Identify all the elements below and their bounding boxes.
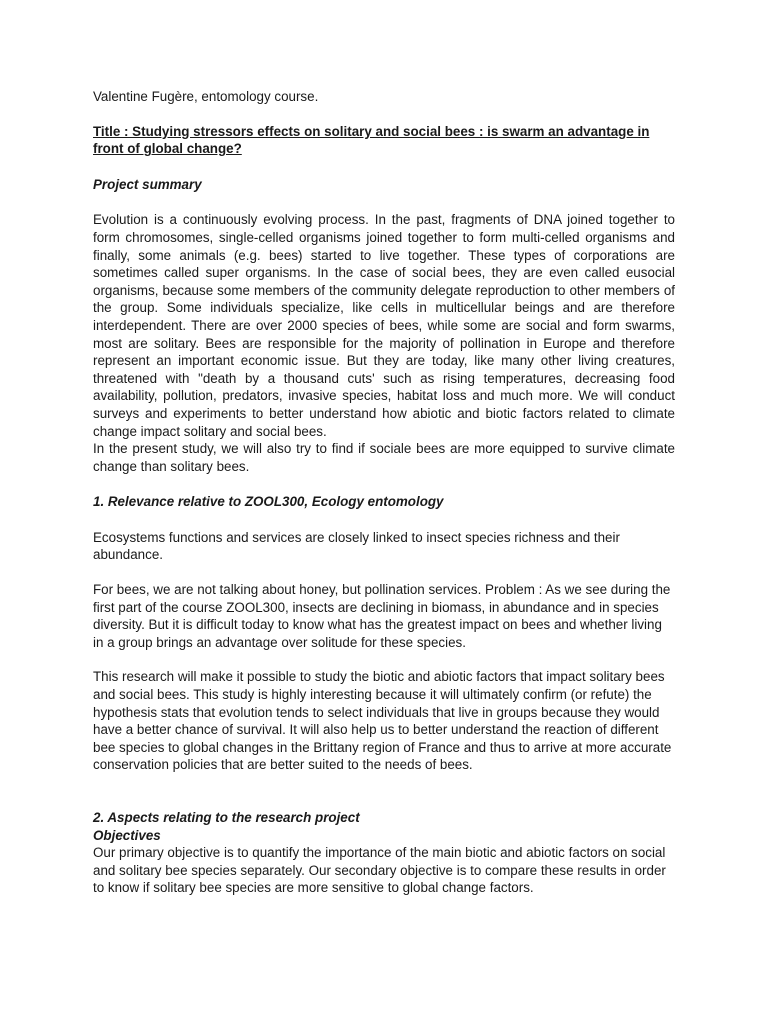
document-page — [93, 88, 675, 897]
section-1-heading: 1. Relevance relative to ZOOL300, Ecology entomology — [93, 494, 444, 510]
section-1-paragraph-2: For bees, we are not talking about honey, but pollination services. Problem : As we see during the first part of the course ZOOL300, insects are declining in biomass, in abundance and in species diversity. But it is difficult today to know what has the greatest impact on bees and whether living in a group brings an advantage over solitude for these species. — [93, 582, 671, 650]
author-line: Valentine Fugère, entomology course. — [93, 89, 319, 104]
project-summary-heading: Project summary — [93, 176, 202, 192]
document-title: Title : Studying stressors effects on solitary and social bees : is swarm an advantage in front of global change? — [93, 123, 650, 157]
section-2-heading: 2. Aspects relating to the research project — [93, 810, 360, 825]
objectives-subheading: Objectives — [93, 827, 161, 843]
section-2-paragraph-1: Our primary objective is to quantify the importance of the main biotic and abiotic factors on social and solitary bee species separately. Our secondary objective is to compare these results in order to know if solitary bee species are more sensitive to global change factors. — [93, 845, 666, 896]
section-1-paragraph-1: Ecosystems functions and services are closely linked to insect species richness and their abundance. — [93, 529, 620, 563]
section-1-paragraph-3: This research will make it possible to study the biotic and abiotic factors that impact solitary bees and social bees. This study is highly interesting because it will ultimately confirm (or refute) the hypothesis stats that evolution tends to select individuals that live in groups because they would have a better chance of survival. It will also help us to better understand the reaction of different bee species to global changes in the Brittany region of France and thus to arrive at more accurate conservation policies that are better suited to the needs of bees. — [93, 669, 672, 773]
project-summary-paragraph-2: In the present study, we will also try to find if sociale bees are more equipped to survive climate change than solitary bees. — [93, 441, 675, 474]
project-summary-paragraph-1: Evolution is a continuously evolving process. In the past, fragments of DNA joined together to form chromosomes, single-celled organisms joined together to form multi-celled organisms and finally, some animals (e.g. bees) started to live together. These types of corporations are sometimes called super organisms. In the case of social bees, they are even called eusocial organisms, because some members of the community delegate reproduction to other members of the group. Some individuals specialize, like cells in multicellular beings and are therefore interdependent. There are over 2000 species of bees, while some are social and form swarms, most are solitary. Bees are responsible for the majority of pollination in Europe and therefore represent an important economic issue. But they are today, like many other living creatures, threatened with "death by a thousand cuts' such as rising temperatures, decreasing food availability, pollution, predators, invasive species, habitat loss and much more. We will conduct surveys and experiments to better understand how abiotic and biotic factors related to climate change impact solitary and social bees. — [93, 212, 675, 439]
